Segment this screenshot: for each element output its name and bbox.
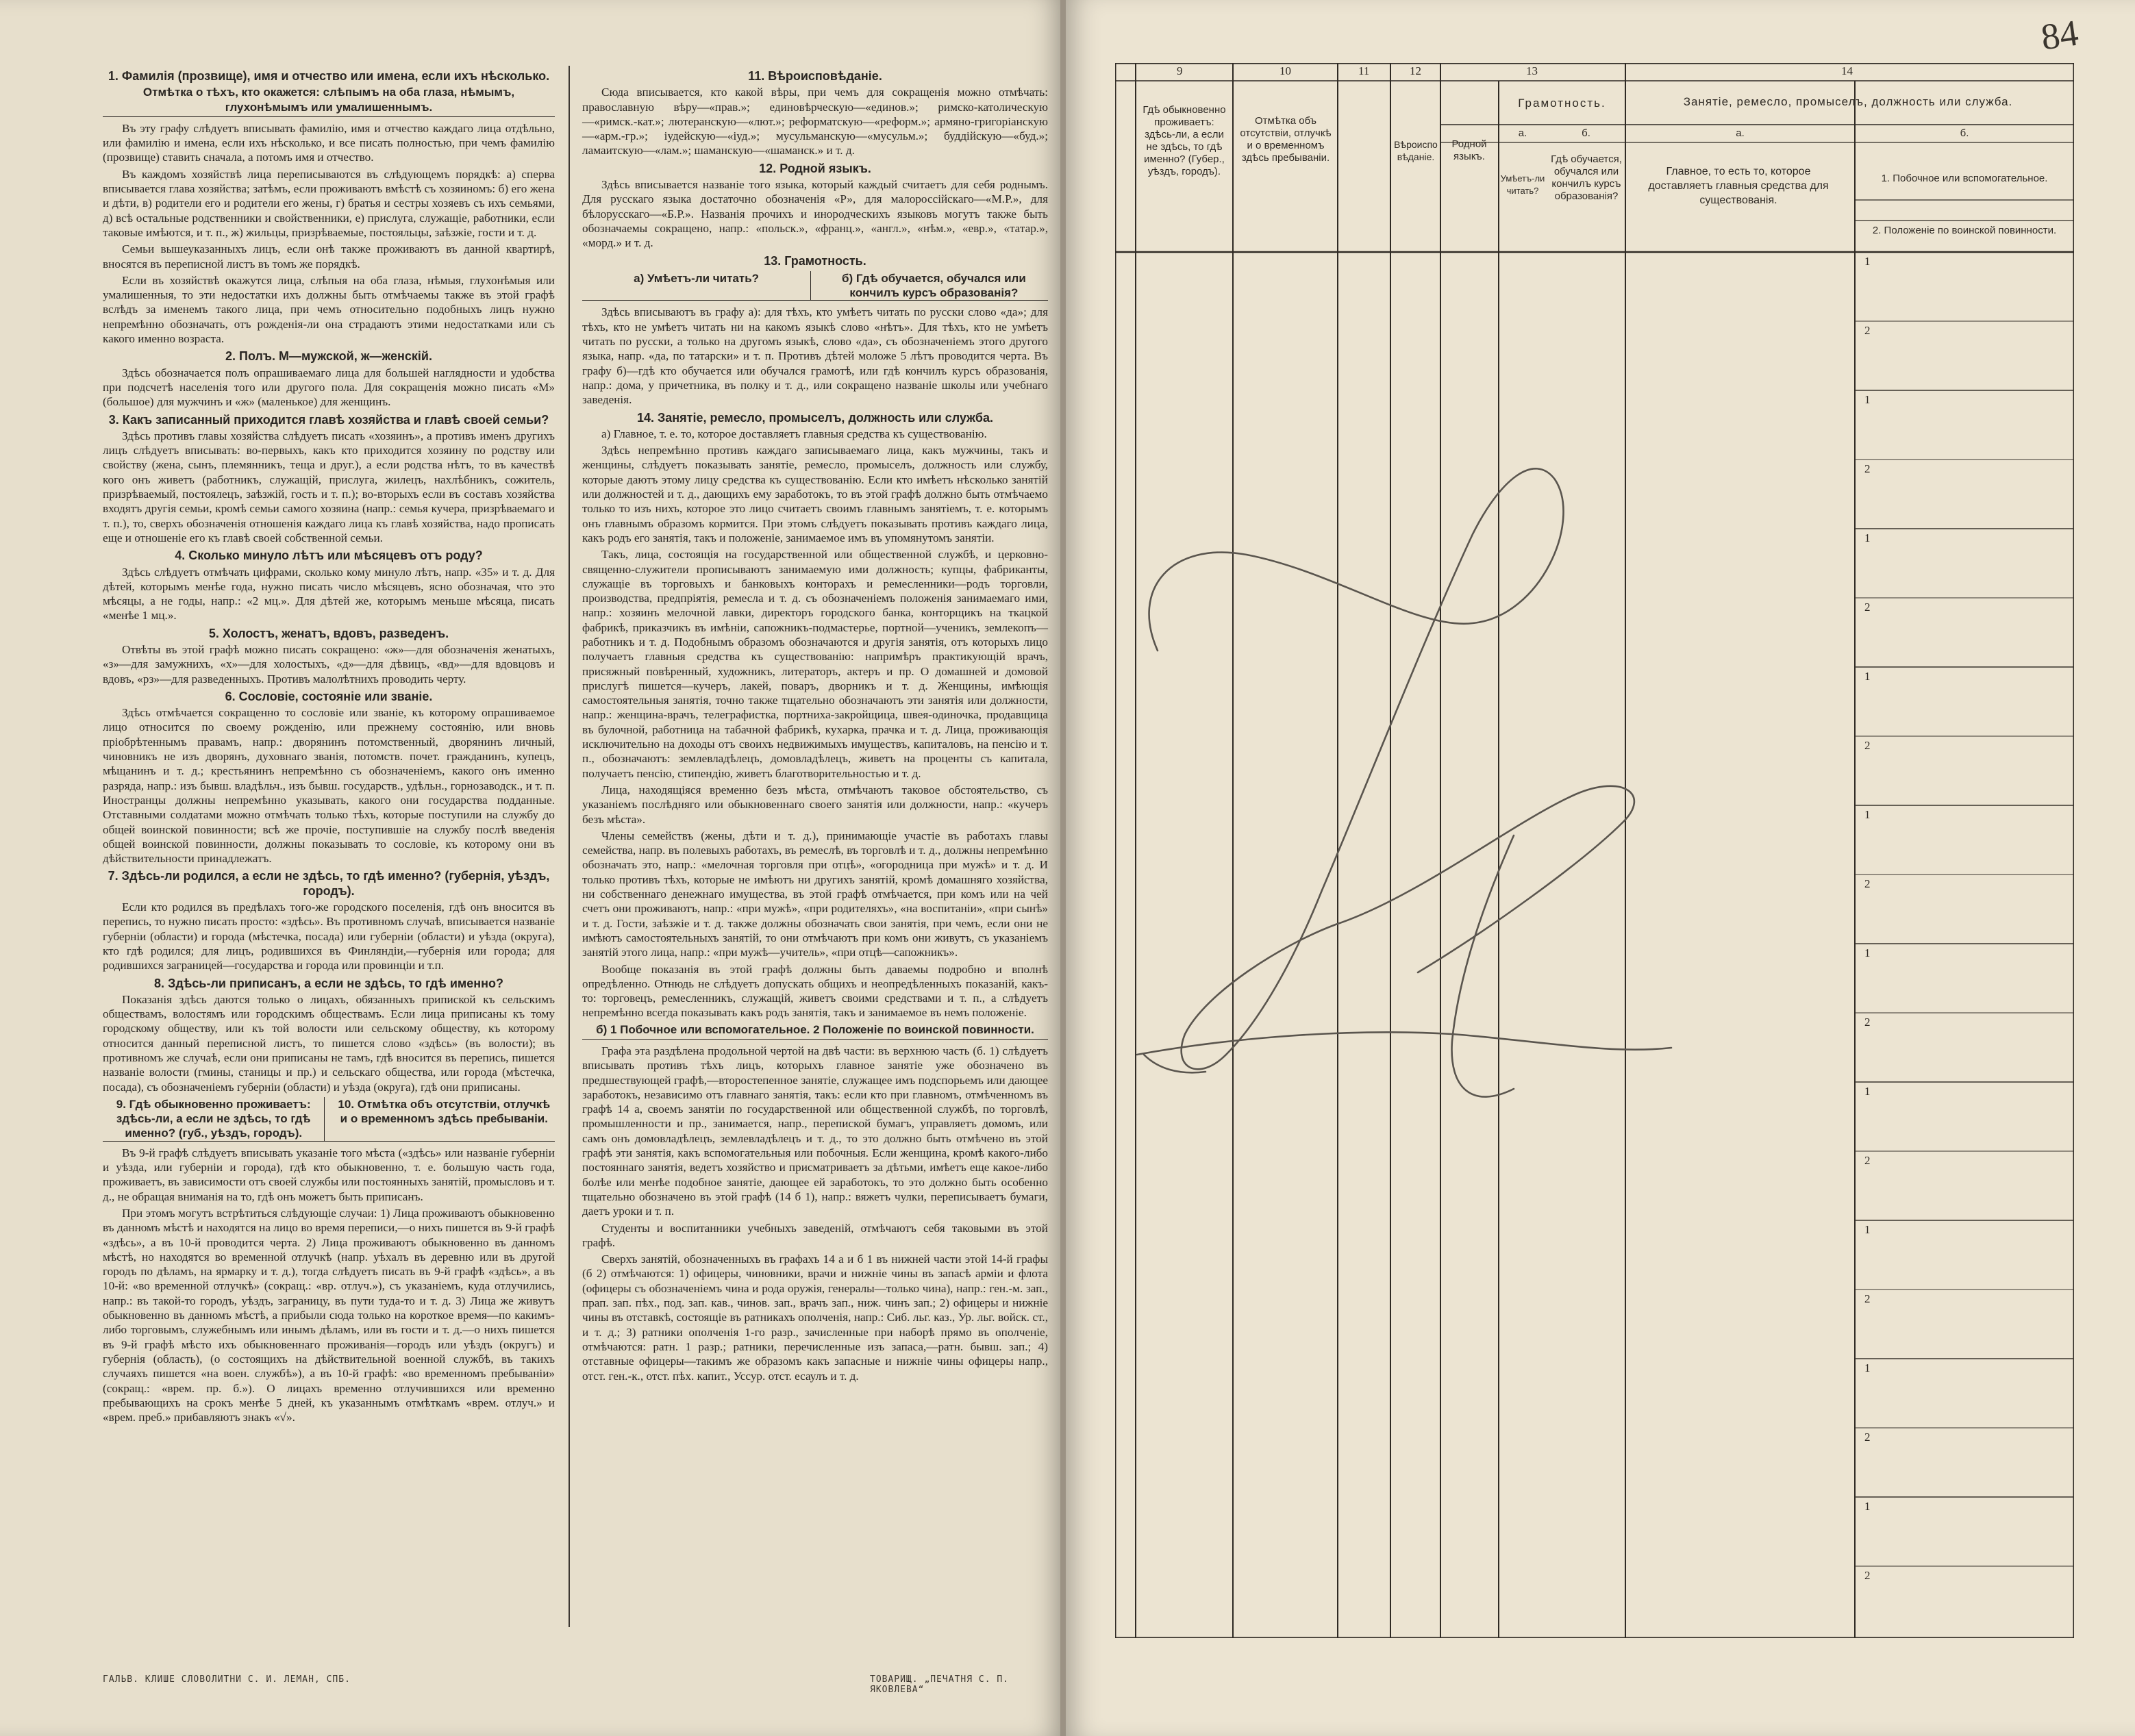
- instruction-paragraph: Сверхъ занятій, обозначенныхъ въ графахъ 14 а и б 1 въ нижней части этой 14-й графы (б 2) отмѣчаются: 1) офицеры, чиновники, врачи и нижніе чины въ запасѣ арміи и флота (офицеры съ обозначеніемъ чина и рода оружія, генералы—только чина), напр.: ген.-м. зап., прап. зап. пѣх., под. зап. кав., чинов. зап., врачъ зап., ниж. чинъ зап.; 2) офицеры и нижніе чины въ отставкѣ, состоящіе въ ратникахъ ополченія, напр.: Сиб. льг. каз., Ур. льг. войск. ст., и т. д.; 3) ратники ополченія 1-го разр., зачисленные при наборѣ прямо въ ополченіе, отмѣчаются: ратн. 1 разр.; ратники, перечисленные изъ запаса,—ратн. бывш. зап.; 4) отставные офицеры—такимъ же образомъ какъ запасные и нижніе чины офицеры напр., отст. ген.-к., отст. пѣх. капит., Уссур. отст. есаулъ и т. д.: [582, 1253, 1048, 1383]
- instruction-paragraph: Здѣсь вписываютъ въ графу а): для тѣхъ, кто умѣетъ читать по русски слово «да»; для тѣхъ, кто не умѣетъ читать ни на какомъ языкѣ слово «нѣтъ». Для тѣхъ, кто не умѣетъ читать по русски, а только на другомъ языкѣ, слово «да», съ обозначеніемъ этого другого языка, напр. «да, по татарски» и т. п. Противъ дѣтей моложе 5 лѣтъ проводится черта. Въ графу б)—гдѣ кто обучается или обучался грамотѣ, или гдѣ кончилъ курсъ образованія, напр.: дома, у причетника, въ полку и т. д., или сокращено названіе школы или учебнаго заведенія.: [582, 305, 1048, 407]
- row-mark: 1: [1864, 1361, 1871, 1374]
- instruction-paragraph: Здѣсь обозначается полъ опрашиваемаго лица для большей наглядности и удобства при подсчетѣ населенія того или другого пола. Для сокращенія можно писать «М» (большое) для мужчинъ и «ж» (маленькое) для женщинъ.: [103, 366, 555, 409]
- row-mark: 1: [1864, 670, 1871, 683]
- instruction-paragraph: Семьи вышеуказанныхъ лицъ, если онѣ также проживаютъ въ данной квартирѣ, вносятся въ переписной листъ въ томъ же порядкѣ.: [103, 242, 555, 271]
- instruction-paragraph: Отвѣты въ этой графѣ можно писать сокращено: «ж»—для обозначенія женатыхъ, «з»—для замужнихъ, «х»—для холостыхъ, «д»—для дѣвицъ, «вд»—для вдовцовъ и вдовъ, «рз»—для разведенныхъ. Противъ малолѣтнихъ проводить черту.: [103, 642, 555, 685]
- header-col13b-letter: б.: [1582, 127, 1590, 139]
- header-col14b-letter: б.: [1960, 127, 1969, 139]
- instruction-paragraph: Въ эту графу слѣдуетъ вписывать фамилію, имя и отчество каждаго лица отдѣльно, или фамилію и имена, если ихъ нѣсколько, и все писать полностью, при чемъ фамилію (прозвище) ставить сначала, а потомъ имя и отчество.: [103, 121, 555, 164]
- row-mark: 1: [1864, 1085, 1871, 1098]
- row-mark: 1: [1864, 946, 1871, 959]
- instruction-paragraph: Здѣсь слѣдуетъ отмѣчать цифрами, сколько кому минуло лѣтъ, напр. «35» и т. д. Для дѣтей, которымъ менѣе года, нужно писать число мѣсяцевъ, ясно обозначая, что это мѣсяцы, а не годы, напр.: «2 мц.». Для дѣтей же, которымъ меньше мѣсяца, писать «менѣе 1 мц.».: [103, 565, 555, 622]
- section-subheading: б) 1 Побочное или вспомогательное. 2 Положеніе по воинской повинности.: [582, 1022, 1048, 1040]
- row-mark: 2: [1864, 1154, 1871, 1167]
- row-mark: 2: [1864, 462, 1871, 475]
- col-number-13: 13: [1526, 64, 1538, 77]
- instruction-paragraph: Если въ хозяйствѣ окажутся лица, слѣпыя на оба глаза, нѣмыя, глухонѣмыя или умалишенныя, то эти недостатки ихъ должны быть отмѣчаемы также въ этой графѣ вслѣдъ за именемъ такого лица, при чемъ относительно подобныхъ лицъ нужно непремѣнно обозначать, отъ рожденія-ли она страдаютъ этими недостатками или съ какого именно возраста.: [103, 273, 555, 346]
- section-heading: 12. Родной языкъ.: [759, 161, 871, 175]
- handwritten-flourish-mark: [1130, 452, 1692, 1171]
- column-divider: [569, 66, 570, 1627]
- paired-heading-right: 10. Отмѣтка объ отсутствіи, отлучкѣ и о временномъ здѣсь пребываніи.: [338, 1097, 551, 1126]
- row-mark: 1: [1864, 1223, 1871, 1236]
- section-heading: 1. Фамилія (прозвище), имя и отчество или имена, если ихъ нѣсколько.: [108, 69, 550, 83]
- section-heading: 6. Сословіе, состояніе или званіе.: [225, 689, 433, 703]
- header-col14a: Главное, то есть то, которое доставляетъ главныя средства для существованія.: [1648, 166, 1829, 206]
- row-mark: 2: [1864, 877, 1871, 890]
- row-mark: 1: [1864, 1500, 1871, 1513]
- instructions-column-1: [103, 66, 555, 1426]
- row-mark: 1: [1864, 393, 1871, 406]
- section-heading: 7. Здѣсь-ли родился, а если не здѣсь, то гдѣ именно? (губернія, уѣздъ, городъ).: [108, 869, 550, 898]
- instruction-paragraph: Показанія здѣсь даются только о лицахъ, обязанныхъ припиской къ сельскимъ обществамъ, волостямъ или городскимъ обществамъ. Если лица приписаны къ тому городскому обществу, или къ той волости или сельскому обществу, къ которому относится данный переписной листъ, то пишется слово «здѣсь» (въ волости); въ противномъ же случаѣ, если они приписаны не тамъ, гдѣ вносится въ перепись, пишется названіе волости (гмины, станицы и пр.) и сельскаго общества, или города (мѣстечка, посада), съ обозначеніемъ губерніи (области) и уѣзда (округа), гдѣ они приписаны.: [103, 992, 555, 1094]
- paired-heading: [582, 271, 1048, 301]
- instruction-paragraph: Здѣсь вписывается названіе того языка, который каждый считаетъ для себя роднымъ. Для русскаго языка достаточно обозначенія «Р», для малороссійскаго—«М.Р.», для бѣлорусскаго—«Б.Р.». Названія прочихъ и инородческихъ языковъ могутъ также быть обозначаемы сокращено, напр.: «польск.», «франц.», «англ.», «нѣм.», «евр.», «татар.», «морд.» и т. д.: [582, 178, 1048, 250]
- header-col13: Грамотность.: [1518, 97, 1606, 110]
- instruction-paragraph: Лица, находящіяся временно безъ мѣста, отмѣчаютъ таковое обстоятельство, съ указаніемъ послѣдняго или обыкновеннаго своего занятія или должности, напр.: «кучеръ безъ мѣста».: [582, 783, 1048, 826]
- printer-credit-left: ГАЛЬВ. КЛИШЕ СЛОВОЛИТНИ С. И. ЛЕМАН, СПБ.: [103, 1674, 351, 1685]
- instruction-paragraph: Если кто родился въ предѣлахъ того-же городского поселенія, гдѣ онъ вносится въ перепись, то нужно писать просто: «здѣсь». Въ противномъ случаѣ, вписывается названіе губерніи (области) и города (мѣстечка, посада) или губерніи (области) и уѣзда (округа), кто гдѣ родился; для лицъ, родившихся въ Финляндіи,—губернія или города; для родившихся заграницей—государства и города или провинціи и т.п.: [103, 901, 555, 972]
- col-number-12: 12: [1410, 64, 1421, 77]
- printer-credit-right: ТОВАРИЩ. „ПЕЧАТНЯ С. П. ЯКОВЛЕВА“: [870, 1674, 1010, 1695]
- header-col14b2: 2. Положеніе по воинской повинности.: [1872, 225, 2057, 236]
- instruction-paragraph: Студенты и воспитанники учебныхъ заведеній, отмѣчаютъ себя таковыми въ этой графѣ.: [582, 1221, 1048, 1249]
- header-col14: Занятіе, ремесло, промыселъ, должность или служба.: [1683, 95, 2013, 108]
- instruction-paragraph: а) Главное, т. е. то, которое доставляетъ главныя средства къ существованію.: [601, 427, 987, 440]
- header-col10: Отмѣтка объ отсутствіи, отлучкѣ и о временномъ здѣсь пребываніи.: [1240, 115, 1332, 164]
- row-mark: 2: [1864, 1569, 1871, 1582]
- col-number-9: 9: [1177, 64, 1183, 77]
- section-heading: 13. Грамотность.: [764, 253, 866, 268]
- section-subheading: Отмѣтка о тѣхъ, кто окажется: слѣпымъ на оба глаза, нѣмымъ, глухонѣмымъ или умалишеннымъ.: [103, 85, 555, 117]
- header-col13a-letter: а.: [1518, 127, 1527, 139]
- section-heading: 14. Занятіе, ремесло, промыселъ, должность или служба.: [636, 410, 994, 425]
- section-heading: 5. Холостъ, женатъ, вдовъ, разведенъ.: [208, 626, 449, 640]
- instruction-paragraph: Въ каждомъ хозяйствѣ лица переписываются въ слѣдующемъ порядкѣ: а) сперва вписывается глава хозяйства; затѣмъ, если проживаютъ вмѣстѣ съ хозяиномъ: б) его жена и дѣти, в) родители его и родители его жены, г) братья и сестры хозяевъ съ ихъ семьями, д) всѣ остальные родственники и свойственники, е) прислуга, служащіе, работники, если таковые имѣются, и т. п., ж) жильцы, призрѣваемые, постояльцы, заѣзжіе, гости и т. д.: [103, 167, 555, 239]
- row-mark: 2: [1864, 324, 1871, 337]
- col-number-11: 11: [1358, 64, 1370, 77]
- paired-heading-left: а) Умѣетъ-ли читать?: [582, 271, 811, 301]
- instruction-paragraph: При этомъ могутъ встрѣтиться слѣдующіе случаи: 1) Лица проживаютъ обыкновенно въ данномъ мѣстѣ и находятся на лицо во время переписи,—о нихъ пишется въ 9-й графѣ «здѣсь», а въ 10-й проводится черта. 2) Лица проживаютъ обыкновенно въ данномъ мѣстѣ, но находятся во временной отлучкѣ (напр. уѣхалъ въ деревню или въ другой городъ по дѣламъ, на ярмарку и т. д.), тогда слѣдуетъ писать въ 9-й графѣ «здѣсь», а въ 10-й: «во временной отлучкѣ» (сокращ.: «вр. отлуч.»), съ указаніемъ, куда отлучились, напр.: въ такой-то городъ, уѣздъ, заграницу, въ пути туда-то и т. д. 3) Лица же живутъ обыкновенно въ данномъ мѣстѣ, а прибыли сюда только на короткое время—по какимъ-либо торговымъ, служебнымъ или инымъ дѣламъ, или въ гости и т. д.—о нихъ пишется въ 9-й графѣ мѣсто ихъ обыкновеннаго проживанія—городъ или уѣздъ (округъ) и губернія (область), (о состоящихъ на дѣйствительной военной службѣ, въ такихъ случаяхъ пишется «на воен. службѣ»), а въ 10-й графѣ: «во временномъ пребываніи» (сокращ.: «врем. пр. б.»). О лицахъ временно отлучившихся или временно пребывающихъ на срокъ менѣе 5 дней, къ указаннымъ отмѣткамъ «врем. отлуч.» и «врем. преб.» прибавляютъ знакъ «√».: [103, 1206, 555, 1424]
- instructions-column-2: [582, 66, 1048, 1385]
- instruction-paragraph: Графа эта раздѣлена продольной чертой на двѣ части: въ верхнюю часть (б. 1) слѣдуетъ вписывать противъ тѣхъ лицъ, которыхъ главное занятіе уже обозначено въ предшествующей графѣ,—второстепенное занятіе, служащее имъ подспорьемъ или дающее заработокъ, независимо отъ главнаго занятія, такъ: если кто при главномъ, отмѣченномъ въ графѣ 14 а, своемъ занятіи по государственной или общественной службѣ, по торговлѣ, промышленности и пр., занимается, напр., перепиской бумагъ, управляетъ домомъ, или самъ онъ домовладѣлецъ, землевладѣлецъ и т. д., то это должно быть отмѣчено въ этой графѣ эти занятія, какъ вспомогательныя или побочныя. Если женщина, кромѣ какого-либо постояннаго занятія, ведетъ хозяйство и присматриваетъ за дѣтьми, имѣетъ еще какое-либо болѣе или менѣе подобное занятіе, дающее ей заработокъ, то это должно быть особенно тщательно обозначено въ этой графѣ (14 б 1), напр.: вяжетъ чулки, переписываетъ бумаги, даетъ уроки и т. п.: [582, 1044, 1048, 1218]
- section-heading: 11. Вѣроисповѣданіе.: [748, 69, 882, 83]
- header-col13a: Умѣетъ-ли читать?: [1500, 173, 1545, 196]
- header-col9: Гдѣ обыкновенно проживаетъ: здѣсь-ли, а если не здѣсь, то гдѣ именно? (Губер., уѣздъ, городъ).: [1143, 104, 1226, 177]
- section-heading: 4. Сколько минуло лѣтъ или мѣсяцевъ отъ роду?: [175, 549, 483, 563]
- header-col14a-letter: а.: [1736, 127, 1745, 139]
- instruction-paragraph: Вообще показанія въ этой графѣ должны быть даваемы подробно и вполнѣ опредѣленно. Отнюдь не слѣдуетъ допускать общихъ и неопредѣленныхъ показаній, какъ-то: торговецъ, ремесленникъ, служащій, живетъ своими средствами и т. п., а слѣдуетъ непремѣнно всегда показывать какъ родъ занятія, такъ и занимаемое въ немъ положеніе.: [582, 962, 1048, 1020]
- paired-heading-right: б) Гдѣ обучается, обучался или кончилъ курсъ образованія?: [842, 271, 1026, 300]
- col-number-14: 14: [1841, 64, 1853, 77]
- row-mark: 2: [1864, 739, 1871, 752]
- instruction-paragraph: Здѣсь противъ главы хозяйства слѣдуетъ писать «хозяинъ», а противъ именъ другихъ лицъ слѣдуетъ вписывать: во-первыхъ, какъ кто приходится хозяину по родству или свойству (жена, сынъ, племянникъ, теща и друг.), а если родства нѣтъ, то въ качествѣ кого онъ живетъ (работникъ, служащій, прислуга, жилецъ, нахлѣбникъ, сожитель, призрѣваемый, постоялецъ, заѣзжій, гость и т. п.); во-вторыхъ если въ составъ хозяйства входятъ другія семьи, кромѣ семьи самого хозяина (напр.: семья кучера, призрѣваемаго и т. п.), то, сверхъ обозначенія отношенія каждаго лица къ главѣ хозяйства, надо прописать еще и отношеніе его къ главѣ своей собственной семьи.: [103, 429, 555, 544]
- header-col11: Вѣроисповѣданіе.: [1394, 139, 1438, 162]
- instruction-paragraph: Въ 9-й графѣ слѣдуетъ вписывать указаніе того мѣста («здѣсь» или названіе губерніи и уѣзда, или губерніи и города), гдѣ кто обыкновенно, т. е. большую часть года, проживаетъ, въ зависимости отъ своей службы или постоянныхъ занятій, промысловъ и т. д., не обращая вниманія на то, гдѣ онъ можетъ быть приписанъ.: [103, 1146, 555, 1203]
- page-number-handwritten: 84: [2038, 12, 2081, 58]
- paired-heading: [103, 1097, 555, 1142]
- left-page-instructions: [0, 0, 1063, 1736]
- instruction-paragraph: Здѣсь непремѣнно противъ каждаго записываемаго лица, какъ мужчины, такъ и женщины, слѣдуетъ показывать занятіе, ремесло, промыселъ, должность или службу, которые даютъ этому лицу средства къ существованію. Если кто имѣетъ нѣсколько занятій или должностей и т. д., дающихъ ему заработокъ, то въ этой графѣ должно быть отмѣчаемо только то изъ нихъ, которое это лицо считаетъ своимъ главнымъ занятіемъ, т. е. которымъ онъ главнымъ образомъ кормится. При этомъ слѣдуетъ показывать противъ каждаго лица, какъ родъ его занятія, такъ и положеніе, занимаемое имъ въ упомянутомъ занятіи.: [582, 444, 1048, 544]
- header-col12: Родной языкъ.: [1451, 138, 1487, 162]
- instruction-paragraph: Члены семействъ (жены, дѣти и т. д.), принимающіе участіе въ работахъ главы семейства, напр. въ полевыхъ работахъ, въ ремеслѣ, въ торговлѣ и т. д., должны непремѣнно обозначать это, напр.: «мелочная торговля при отцѣ», «огородница при мужѣ» и т. д. И только противъ тѣхъ, которые не имѣютъ ни другихъ занятій, кромѣ домашняго хозяйства, ни собственнаго денежнаго имущества, въ этой графѣ отмѣчается, при комъ или на чей счетъ они проживаютъ, напр.: «при мужѣ», «при родителяхъ», «на воспитаніи», «при сынѣ» и т. д. Гости, заѣзжіе и т. д. также должны обозначать свои занятія, при чемъ, если они не имѣютъ самостоятельныхъ занятій, то они отмѣчаютъ при комъ они живутъ, съ указаніемъ занятій этого лица, напр.: «при мужѣ—учитель», «при отцѣ—сапожникъ».: [582, 829, 1048, 959]
- row-mark: 2: [1864, 601, 1871, 614]
- row-mark: 2: [1864, 1431, 1871, 1444]
- section-heading: 2. Полъ. М—мужской, ж—женскій.: [225, 349, 432, 364]
- section-heading: 3. Какъ записанный приходится главѣ хозяйства и главѣ своей семьи?: [108, 412, 549, 427]
- row-mark: 2: [1864, 1292, 1871, 1305]
- row-mark: 2: [1864, 1016, 1871, 1029]
- header-col13b: Гдѣ обучается, обучался или кончилъ курсъ образованія?: [1551, 153, 1622, 202]
- col-number-10: 10: [1279, 64, 1291, 77]
- row-mark: 1: [1864, 255, 1871, 268]
- instruction-paragraph: Здѣсь отмѣчается сокращенно то сословіе или званіе, къ которому опрашиваемое лицо относится по своему рожденію, или прежнему состоянію, или вновь пріобрѣтеннымъ правамъ, напр.: дворянинъ потомственный, дворянинъ личный, чиновникъ не изъ дворянъ, духовнаго званія, потомств. почет. гражданинъ, купецъ, мѣщанинъ и т. д.; крестьянинъ непремѣнно съ обозначеніемъ, какого онъ именно разряда, напр.: изъ бывш. владѣльч., изъ бывш. государств., удѣльн., горнозаводск., и т. п. Иностранцы должны непремѣнно указывать, какого они государства подданные. Отставными солдатами можно отмѣчать только тѣхъ, которые поступили на службу до общей воинской повинности; всѣ же прочіе, поступившіе на службу послѣ введенія общей воинской повинности, должны показывать то сословіе, къ которому они въ дѣйствительности принадлежатъ.: [103, 706, 555, 866]
- instruction-paragraph: Сюда вписывается, кто какой вѣры, при чемъ для сокращенія можно отмѣчать: православную вѣру—«прав.»; единовѣрческую—«единов.»; римско-католическую—«римск.-кат.»; лютеранскую—«лют.»; реформатскую—«реформ.»; армяно-григоріанскую—«арм.-гр.»; іудейскую—«іуд.»; мусульманскую—«мусульм.»; буддійскую—«буд.»; ламаитскую—«лам.»; шаманскую—«шаманск.» и т. д.: [582, 86, 1048, 158]
- row-mark: 1: [1864, 808, 1871, 821]
- instruction-paragraph: Такъ, лица, состоящія на государственной или общественной службѣ, и церковно-священно-служители прописываютъ занимаемую ими должность; купцы, фабриканты, служащіе въ торговыхъ и банковыхъ конторахъ и ремесленники—родъ торговли, производства, предпріятія, ремесла и т. д. съ обозначеніемъ положенія занимаемаго ими, напр.: хозяинъ мелочной лавки, директоръ городского банка, конторщикъ на ткацкой фабрикѣ, приказчикъ въ имѣніи, сапожникъ-подмастерье, портной—ученикъ, землекопъ—работникъ и т. д. Подобнымъ образомъ обозначаются и другія занятія, отъ которыхъ лицо получаетъ главныя средства къ существованію: напримѣръ практикующій врачъ, присяжный повѣренный, художникъ, литераторъ, актеръ и пр. О домашней и домовой прислугѣ пишется—кучеръ, лакей, поваръ, дворникъ и т. д. Женщины, имѣющія самостоятельныя занятія, точно также тщательно обозначаютъ эти занятія или должности, напр.: женщина-врачъ, телеграфистка, портниха-закройщица, швея-одиночка, продавщица въ булочной, работница на табачной фабрикѣ, кухарка, прачка и т. д. Лица, проживающія исключительно на доходы отъ своихъ недвижимыхъ имуществъ, капиталовъ, на пенсію и т. п., обозначаютъ: землевладѣлецъ, домовладѣлецъ, живетъ на проценты съ капитала, получаетъ пенсію, стипендію, живетъ благотворительностью и т. д.: [582, 548, 1048, 780]
- row-mark: 1: [1864, 531, 1871, 544]
- section-heading: 8. Здѣсь-ли приписанъ, а если не здѣсь, то гдѣ именно?: [154, 976, 503, 990]
- paired-heading-left: 9. Гдѣ обыкновенно проживаетъ: здѣсь-ли, а если не здѣсь, то гдѣ именно? (губ., уѣздъ, городъ).: [103, 1097, 325, 1141]
- header-col14b1: 1. Побочное или вспомогательное.: [1881, 173, 2048, 184]
